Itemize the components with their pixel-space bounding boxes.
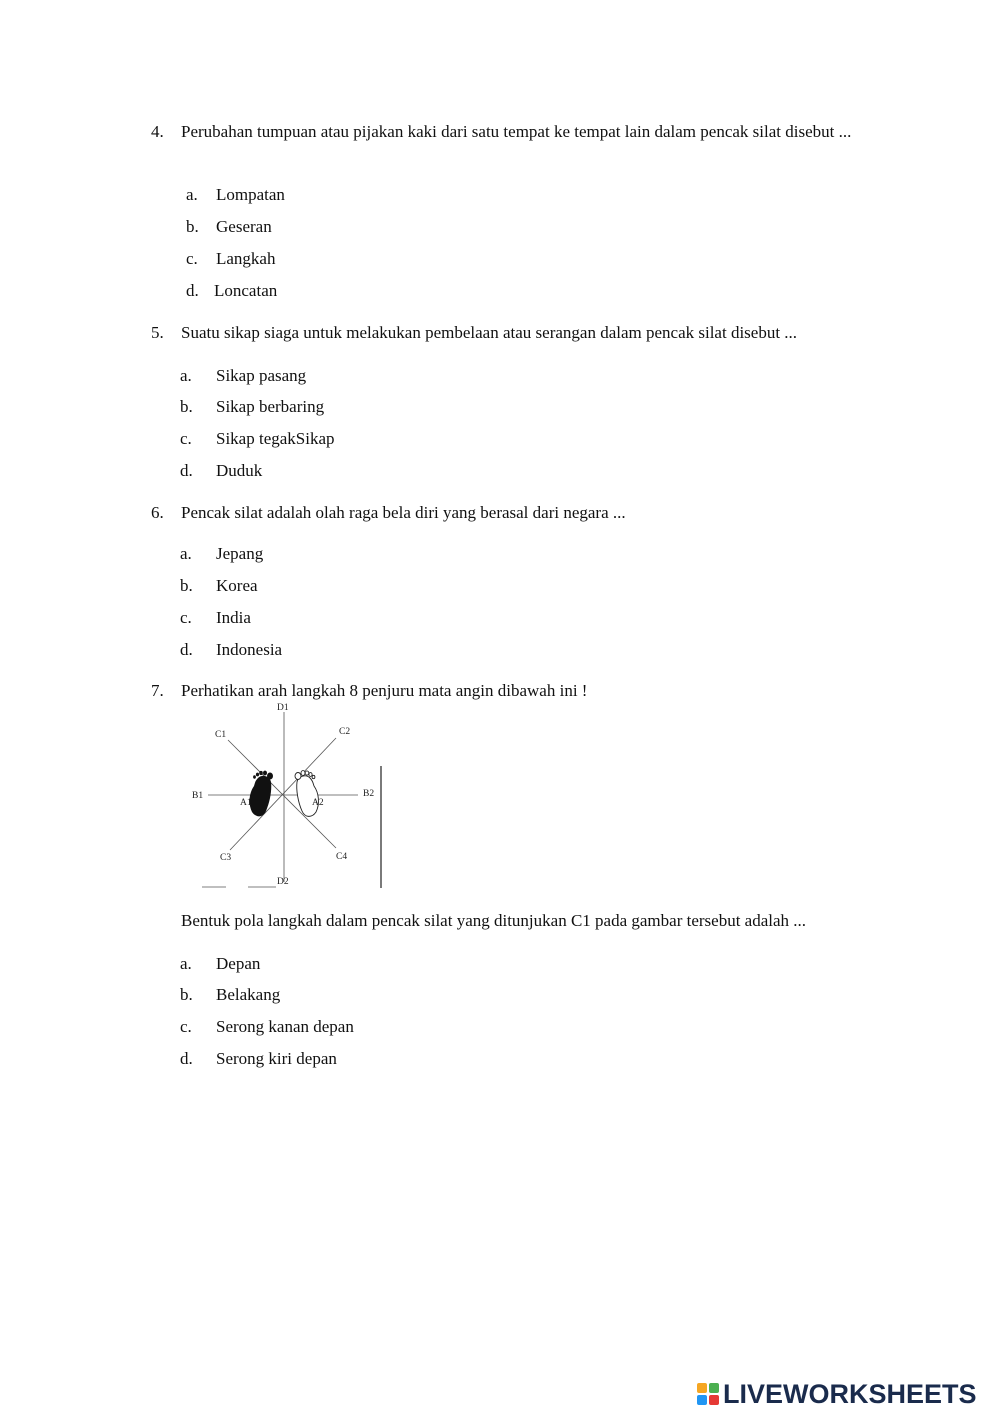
label-d1: D1: [277, 703, 289, 713]
question-4-option-a-letter: a.: [186, 185, 198, 204]
label-c2: C2: [339, 727, 351, 737]
question-6-text: Pencak silat adalah olah raga bela diri yang berasal dari negara ...: [181, 503, 626, 522]
question-6-option-c[interactable]: India: [216, 608, 251, 627]
question-4-option-b[interactable]: Geseran: [216, 217, 272, 236]
question-6-option-d-letter: d.: [180, 640, 193, 659]
question-6-number: 6.: [151, 503, 164, 522]
logo-block-2: [709, 1383, 719, 1393]
question-5-option-b[interactable]: Sikap berbaring: [216, 397, 325, 416]
question-4-text: Perubahan tumpuan atau pijakan kaki dari satu tempat ke tempat lain dalam pencak silat disebut ...: [181, 122, 852, 141]
question-6-option-b-letter: b.: [180, 576, 193, 595]
question-4-option-c-letter: c.: [186, 249, 198, 268]
question-7-option-a[interactable]: Depan: [216, 954, 261, 973]
label-b2: B2: [363, 789, 375, 799]
question-5-option-c-letter: c.: [180, 429, 192, 448]
label-a2: A2: [312, 798, 324, 808]
question-5-option-a-letter: a.: [180, 366, 192, 385]
right-foot-icon: [295, 771, 318, 817]
label-c4: C4: [336, 852, 348, 862]
question-7-option-a-letter: a.: [180, 954, 192, 973]
question-6-option-d[interactable]: Indonesia: [216, 640, 283, 659]
logo-block-3: [697, 1395, 707, 1405]
left-foot-icon: [250, 771, 273, 817]
question-4-option-c[interactable]: Langkah: [216, 249, 276, 268]
question-5-option-c[interactable]: Sikap tegakSikap: [216, 429, 335, 448]
diagonal-c2-c3: [230, 738, 336, 850]
question-5-option-b-letter: b.: [180, 397, 193, 416]
question-7-option-c-letter: c.: [180, 1017, 192, 1036]
question-5-number: 5.: [151, 323, 164, 342]
question-6-option-b[interactable]: Korea: [216, 576, 258, 595]
question-5-option-d[interactable]: Duduk: [216, 461, 263, 480]
diagonal-c1-c4: [228, 740, 336, 848]
question-7-option-b-letter: b.: [180, 985, 193, 1004]
label-a1: A1: [240, 798, 252, 808]
question-7-text: Perhatikan arah langkah 8 penjuru mata angin dibawah ini !: [181, 681, 588, 700]
eight-direction-step-diagram: [186, 698, 386, 890]
question-6-option-c-letter: c.: [180, 608, 192, 627]
logo-blocks-icon: [697, 1383, 719, 1405]
question-5-option-d-letter: d.: [180, 461, 193, 480]
question-4-option-d[interactable]: Loncatan: [214, 281, 278, 300]
question-7-option-d-letter: d.: [180, 1049, 193, 1068]
question-5-option-a[interactable]: Sikap pasang: [216, 366, 307, 385]
label-c3: C3: [220, 853, 232, 863]
logo-block-4: [709, 1395, 719, 1405]
question-4-number: 4.: [151, 122, 164, 141]
question-6-option-a[interactable]: Jepang: [216, 544, 264, 563]
label-c1: C1: [215, 730, 227, 740]
question-6-option-a-letter: a.: [180, 544, 192, 563]
label-d2: D2: [277, 877, 289, 887]
question-5-text: Suatu sikap siaga untuk melakukan pembelaan atau serangan dalam pencak silat disebut ...: [181, 323, 798, 342]
question-7-option-c[interactable]: Serong kanan depan: [216, 1017, 354, 1036]
liveworksheets-logo[interactable]: [697, 1377, 977, 1411]
question-7-followup-text: Bentuk pola langkah dalam pencak silat yang ditunjukan C1 pada gambar tersebut adalah ...: [181, 911, 807, 930]
question-4-option-a[interactable]: Lompatan: [216, 185, 285, 204]
question-4-option-d-letter: d.: [186, 281, 199, 300]
question-7-number: 7.: [151, 681, 164, 700]
logo-text: LIVEWORKSHEETS: [723, 1379, 977, 1409]
question-4-option-b-letter: b.: [186, 217, 199, 236]
question-7-option-d[interactable]: Serong kiri depan: [216, 1049, 337, 1068]
question-7-option-b[interactable]: Belakang: [216, 985, 281, 1004]
logo-block-1: [697, 1383, 707, 1393]
label-b1: B1: [192, 791, 204, 801]
